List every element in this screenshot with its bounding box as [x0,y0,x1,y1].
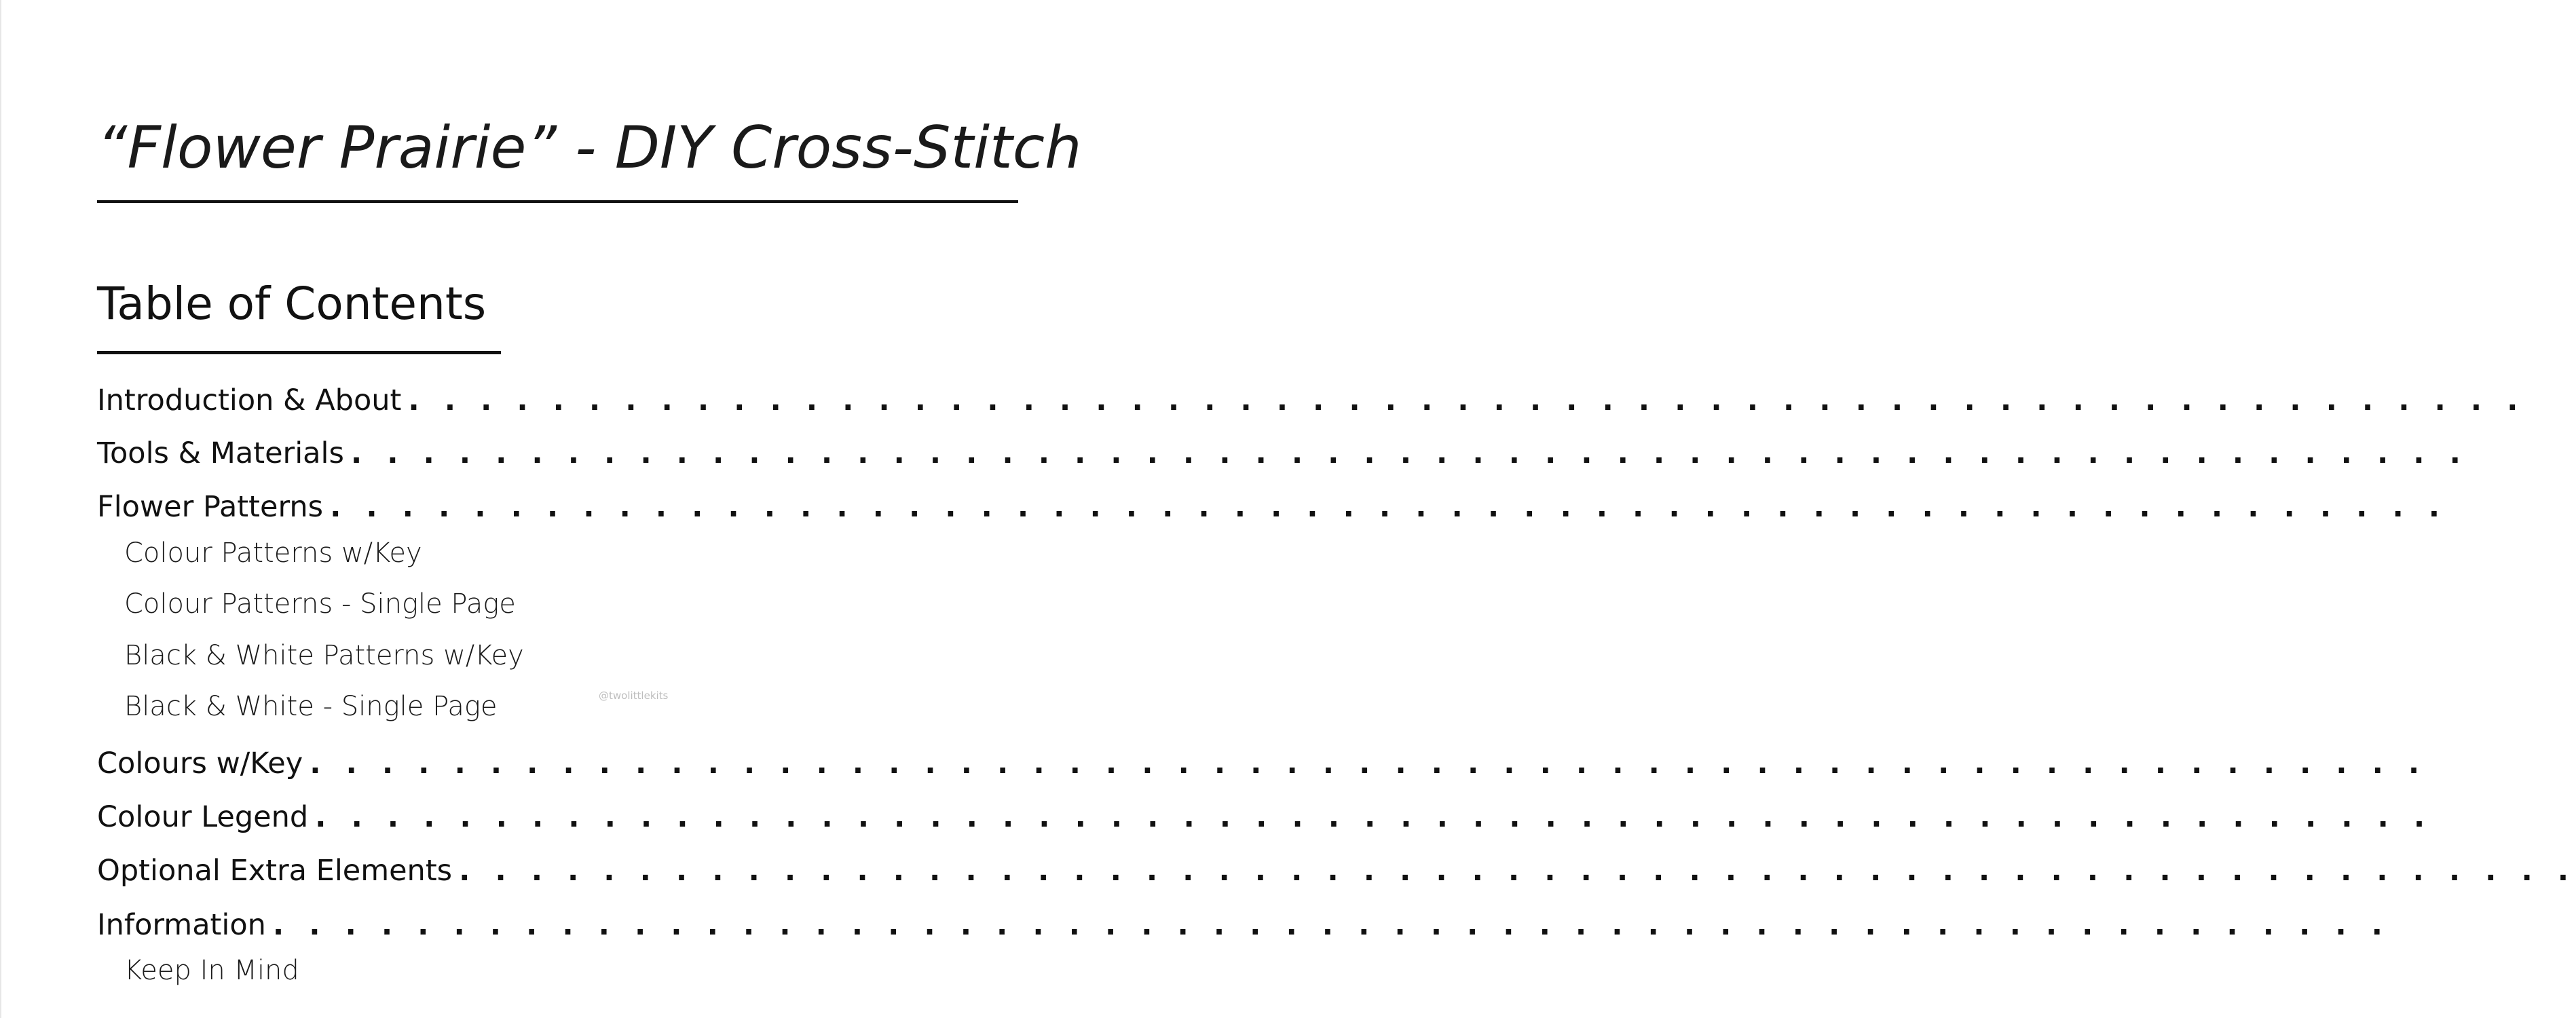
document-title: “Flower Prairie” - DIY Cross-Stitch [97,114,1082,182]
toc-entry-tools-materials[interactable] [97,433,2468,474]
toc-leader-dots: . . . . . . . . . . . . . . . . . . . . . . . . . . . . . . . . . . . . . . . . . . . . . . . . . . . . . . . . . . . [459,854,2576,888]
toc-subentry-colour-patterns-single[interactable]: Colour Patterns - Single Page [124,588,516,620]
page-edge [0,0,1,1018]
toc-entry-label: Information [97,908,266,942]
toc-leader-dots: . . . . . . . . . . . . . . . . . . . . . . . . . . . . . . . . . . . . . . . . . . . . . . . . . . . . . . . . . . . [315,800,2433,834]
toc-entry-label: Colour Legend [97,800,309,834]
toc-entry-colours-key[interactable] [97,743,2427,784]
toc-leader-dots: . . . . . . . . . . . . . . . . . . . . . . . . . . . . . . . . . . . . . . . . . . . . . . . . . . . . . . . . . . . [310,747,2427,780]
toc-leader-dots: . . . . . . . . . . . . . . . . . . . . . . . . . . . . . . . . . . . . . . . . . . . . . . . . . . . . . . . . . . . [350,436,2468,470]
toc-entry-optional-extra[interactable] [97,850,2576,891]
watermark: @twolittlekits [599,690,669,702]
toc-subentry-bw-single[interactable]: Black & White - Single Page [124,691,498,722]
toc-entry-label: Colours w/Key [97,747,303,780]
toc-entry-colour-legend[interactable] [97,797,2433,837]
toc-entry-information[interactable] [97,905,2390,945]
toc-heading-divider [97,351,501,354]
title-divider [97,200,1018,203]
toc-entry-introduction[interactable] [97,380,2526,421]
toc-subentry-keep-in-mind[interactable]: Keep In Mind [124,955,299,986]
toc-entry-label: Optional Extra Elements [97,854,453,888]
toc-heading: Table of Contents [97,278,487,330]
toc-entry-label: Flower Patterns [97,490,324,524]
toc-subentry-bw-patterns-key[interactable]: Black & White Patterns w/Key [124,640,524,671]
toc-entry-flower-patterns[interactable] [97,487,2448,527]
toc-entry-label: Introduction & About [97,383,402,417]
toc-leader-dots: . . . . . . . . . . . . . . . . . . . . . . . . . . . . . . . . . . . . . . . . . . . . . . . . . . . . . . . . . . . [272,908,2390,942]
toc-leader-dots: . . . . . . . . . . . . . . . . . . . . . . . . . . . . . . . . . . . . . . . . . . . . . . . . . . . . . . . . . . . [408,383,2526,417]
toc-subentry-colour-patterns-key[interactable]: Colour Patterns w/Key [124,538,422,569]
toc-leader-dots: . . . . . . . . . . . . . . . . . . . . . . . . . . . . . . . . . . . . . . . . . . . . . . . . . . . . . . . . . . . [330,490,2448,524]
toc-entry-label: Tools & Materials [97,436,344,470]
